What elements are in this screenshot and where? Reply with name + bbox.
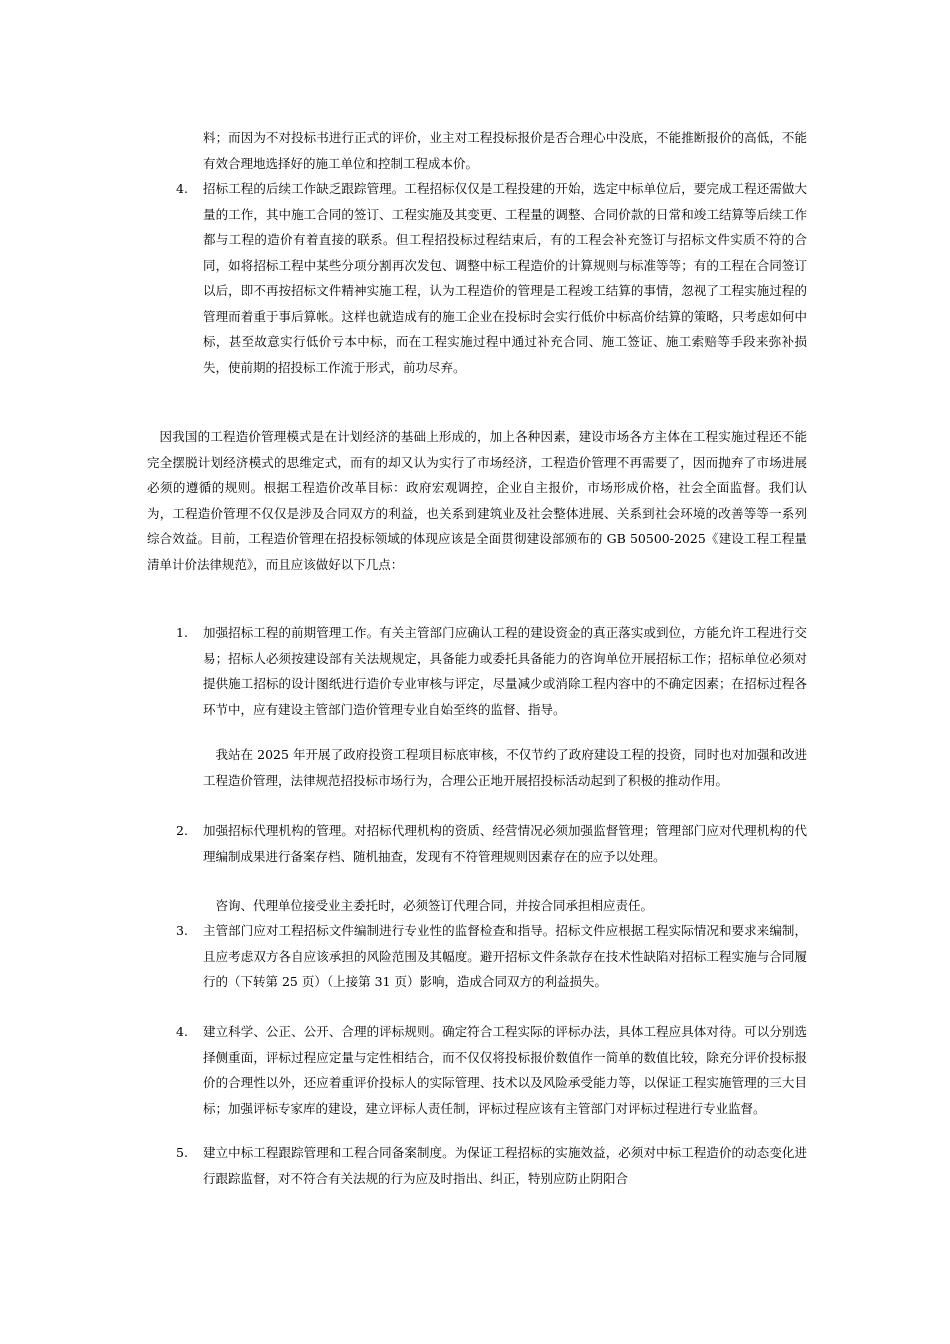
list-number: 4. — [176, 1024, 188, 1039]
list-item: 建立科学、公正、公开、合理的评标规则。确定符合工程实际的评标办法，具体工程应具体对待。可以分别选择侧重面，评标过程应定量与定性相结合，而不仅仅将投标报价数值作一简单的数值比较，除充分评价投标报价的合理性以外，还应着重评价投标人的实际管理、技术以及风险承受能力等，以保证工程实施管理的三大目标；加强评标专家库的建设，建立评标人责任制，评标过程应该有主管部门对评标过程进行专业监督。 — [203, 1024, 807, 1116]
list-number: 1. — [176, 625, 188, 640]
body-paragraph: 因我国的工程造价管理模式是在计划经济的基础上形成的，加上各种因素，建设市场各方主体在工程实施过程还不能完全摆脱计划经济模式的思维定式，而有的却又认为实行了市场经济，工程造价管理不再需要了，因而抛弃了市场进展必须的遵循的规则。根据工程造价改革目标：政府宏观调控，企业自主报价，市场形成价格，社会全面监督。我们认为，工程造价管理不仅仅是涉及合同双方的利益，也关系到建筑业及社会整体进展、关系到社会环境的改善等等一系列综合效益。目前，工程造价管理在招投标领域的体现应该是全面贯彻建设部颁布的 GB 50500-2025《建设工程工程量清单计价法律规范》，而且应该做好以下几点： — [147, 429, 807, 572]
list-item-note: 我站在 2025 年开展了政府投资工程项目标底审核，不仅节约了政府建设工程的投资，同时也对加强和改进工程造价管理，法律规范招投标市场行为，合理公正地开展招投标活动起到了积极的推动作用。 — [203, 747, 807, 788]
list-item: 招标工程的后续工作缺乏跟踪管理。工程招标仅仅是工程投建的开始，选定中标单位后，要完成工程还需做大量的工作，其中施工合同的签订、工程实施及其变更、工程量的调整、合同价款的日常和竣工结算等后续工作都与工程的造价有着直接的联系。但工程招投标过程结束后，有的工程会补充签订与招标文件实质不符的合同，如将招标工程中某些分项分割再次发包、调整中标工程造价的计算规则与标准等等；有的工程在合同签订以后，即不再按招标文件精神实施工程，认为工程造价的管理是工程竣工结算的事情，忽视了工程实施过程的管理而着重于事后算帐。这样也就造成有的施工企业在投标时会实行低价中标高价结算的策略，只考虑如何中标，甚至故意实行低价亏本中标，而在工程实施过程中通过补充合同、施工签证、施工索赔等手段来弥补损失，使前期的招投标工作流于形式，前功尽弃。 — [203, 181, 807, 375]
list-item: 主管部门应对工程招标文件编制进行专业性的监督检查和指导。招标文件应根据工程实际情况和要求来编制，且应考虑双方各自应该承担的风险范围及其幅度。避开招标文件条款存在技术性缺陷对招标工程实施与合同履行的（下转第 25 页）（上接第 31 页）影响，造成合同双方的利益损失。 — [203, 923, 807, 989]
list-item-continuation: 料；而因为不对投标书进行正式的评价，业主对工程投标报价是否合理心中没底，不能推断报价的高低，不能有效合理地选择好的施工单位和控制工程成本价。 — [203, 130, 807, 171]
list-number: 3. — [176, 923, 188, 938]
list-number: 4. — [176, 181, 188, 196]
list-number: 5. — [176, 1145, 188, 1160]
list-item: 加强招标工程的前期管理工作。有关主管部门应确认工程的建设资金的真正落实或到位，方能允许工程进行交易；招标人必须按建设部有关法规规定，具备能力或委托具备能力的咨询单位开展招标工作；招标单位必须对提供施工招标的设计图纸进行造价专业审核与评定，尽量减少或消除工程内容中的不确定因素；在招标过程各环节中，应有建设主管部门造价管理专业自始至终的监督、指导。 — [203, 625, 807, 717]
list-item: 建立中标工程跟踪管理和工程合同备案制度。为保证工程招标的实施效益，必须对中标工程造价的动态变化进行跟踪监督，对不符合有关法规的行为应及时指出、纠正，特别应防止阴阳合 — [203, 1145, 807, 1186]
list-item: 加强招标代理机构的管理。对招标代理机构的资质、经营情况必须加强监督管理；管理部门应对代理机构的代理编制成果进行备案存档、随机抽查，发现有不符管理规则因素存在的应予以处理。 — [203, 823, 807, 864]
list-item-note: 咨询、代理单位接受业主委托时，必须签订代理合同，并按合同承担相应责任。 — [215, 898, 654, 913]
list-number: 2. — [176, 823, 188, 838]
